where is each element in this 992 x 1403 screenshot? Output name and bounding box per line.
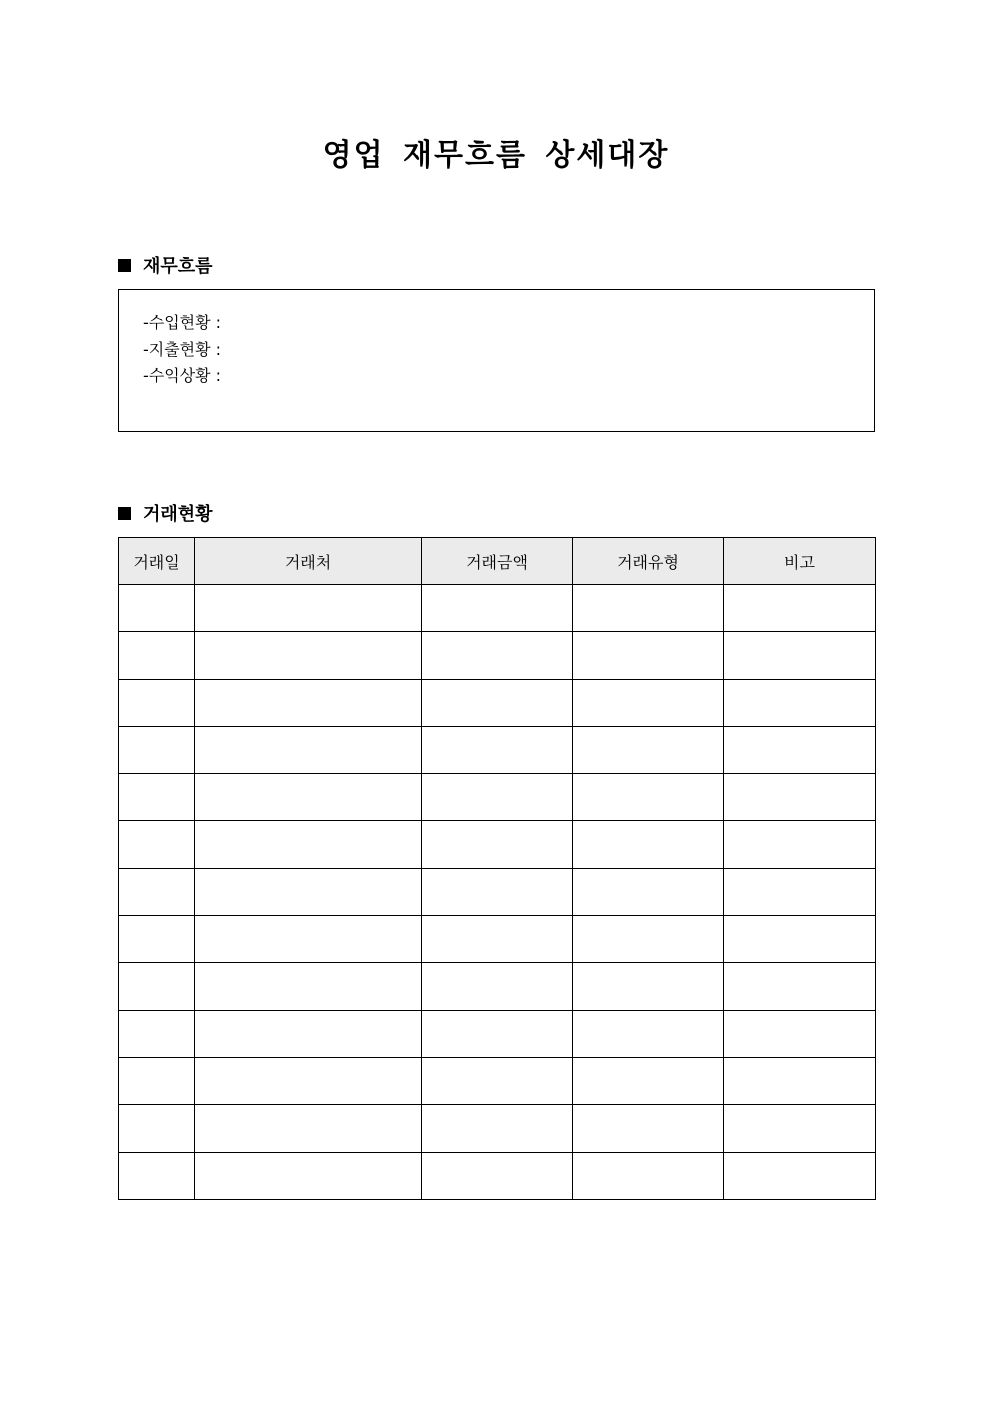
cell-type[interactable] <box>573 726 724 773</box>
cell-remarks[interactable] <box>724 1105 876 1152</box>
table-row <box>119 774 876 821</box>
cell-partner[interactable] <box>195 1152 422 1199</box>
cell-partner[interactable] <box>195 963 422 1010</box>
transactions-table-body <box>119 585 876 1200</box>
cell-amount[interactable] <box>422 821 573 868</box>
cell-amount[interactable] <box>422 1105 573 1152</box>
column-header-date: 거래일 <box>119 538 195 585</box>
finance-flow-heading <box>118 253 213 277</box>
profit-status-line: -수익상황 : <box>143 366 222 385</box>
table-row <box>119 632 876 679</box>
cell-type[interactable] <box>573 679 724 726</box>
cell-remarks[interactable] <box>724 1057 876 1104</box>
cell-type[interactable] <box>573 1105 724 1152</box>
table-row <box>119 1105 876 1152</box>
income-status-line: -수입현황 : <box>143 313 222 332</box>
page-title: 영업 재무흐름 상세대장 <box>322 138 670 173</box>
cell-partner[interactable] <box>195 916 422 963</box>
cell-amount[interactable] <box>422 585 573 632</box>
cell-amount[interactable] <box>422 679 573 726</box>
column-header-type: 거래유형 <box>573 538 724 585</box>
cell-amount[interactable] <box>422 774 573 821</box>
cell-remarks[interactable] <box>724 868 876 915</box>
table-row <box>119 868 876 915</box>
cell-type[interactable] <box>573 632 724 679</box>
cell-date[interactable] <box>119 1152 195 1199</box>
cell-type[interactable] <box>573 916 724 963</box>
transactions-heading <box>118 501 213 525</box>
table-row <box>119 679 876 726</box>
cell-partner[interactable] <box>195 868 422 915</box>
transactions-table <box>118 537 876 1200</box>
cell-partner[interactable] <box>195 1057 422 1104</box>
table-row <box>119 1010 876 1057</box>
cell-date[interactable] <box>119 916 195 963</box>
cell-remarks[interactable] <box>724 916 876 963</box>
table-row <box>119 916 876 963</box>
cell-date[interactable] <box>119 1010 195 1057</box>
transactions-heading-label: 거래현황 <box>143 504 213 525</box>
cell-partner[interactable] <box>195 585 422 632</box>
cell-date[interactable] <box>119 1105 195 1152</box>
cell-partner[interactable] <box>195 821 422 868</box>
cell-remarks[interactable] <box>724 632 876 679</box>
cell-type[interactable] <box>573 821 724 868</box>
cell-amount[interactable] <box>422 1057 573 1104</box>
finance-flow-box <box>118 289 875 432</box>
cell-date[interactable] <box>119 726 195 773</box>
cell-type[interactable] <box>573 585 724 632</box>
finance-flow-heading-label: 재무흐름 <box>143 256 213 277</box>
cell-type[interactable] <box>573 1010 724 1057</box>
cell-type[interactable] <box>573 963 724 1010</box>
table-row <box>119 821 876 868</box>
column-header-amount: 거래금액 <box>422 538 573 585</box>
cell-amount[interactable] <box>422 868 573 915</box>
square-bullet-icon <box>118 507 131 520</box>
cell-remarks[interactable] <box>724 774 876 821</box>
cell-remarks[interactable] <box>724 963 876 1010</box>
finance-flow-lines <box>143 310 221 390</box>
table-row <box>119 585 876 632</box>
cell-remarks[interactable] <box>724 679 876 726</box>
cell-date[interactable] <box>119 585 195 632</box>
square-bullet-icon <box>118 259 131 272</box>
cell-date[interactable] <box>119 821 195 868</box>
cell-amount[interactable] <box>422 1152 573 1199</box>
table-row <box>119 1152 876 1199</box>
cell-date[interactable] <box>119 679 195 726</box>
table-header-row <box>119 538 876 585</box>
cell-date[interactable] <box>119 1057 195 1104</box>
expense-status-line: -지출현황 : <box>143 339 222 359</box>
cell-partner[interactable] <box>195 632 422 679</box>
cell-date[interactable] <box>119 868 195 915</box>
cell-amount[interactable] <box>422 1010 573 1057</box>
table-row <box>119 963 876 1010</box>
table-row <box>119 726 876 773</box>
cell-partner[interactable] <box>195 774 422 821</box>
cell-remarks[interactable] <box>724 585 876 632</box>
cell-partner[interactable] <box>195 1105 422 1152</box>
table-row <box>119 1057 876 1104</box>
cell-remarks[interactable] <box>724 1152 876 1199</box>
cell-amount[interactable] <box>422 632 573 679</box>
column-header-remarks: 비고 <box>724 538 876 585</box>
cell-partner[interactable] <box>195 726 422 773</box>
cell-type[interactable] <box>573 868 724 915</box>
cell-partner[interactable] <box>195 1010 422 1057</box>
cell-type[interactable] <box>573 774 724 821</box>
cell-type[interactable] <box>573 1057 724 1104</box>
cell-amount[interactable] <box>422 916 573 963</box>
cell-type[interactable] <box>573 1152 724 1199</box>
cell-remarks[interactable] <box>724 1010 876 1057</box>
cell-amount[interactable] <box>422 963 573 1010</box>
cell-partner[interactable] <box>195 679 422 726</box>
cell-date[interactable] <box>119 632 195 679</box>
cell-remarks[interactable] <box>724 821 876 868</box>
column-header-partner: 거래처 <box>195 538 422 585</box>
cell-date[interactable] <box>119 963 195 1010</box>
cell-date[interactable] <box>119 774 195 821</box>
cell-remarks[interactable] <box>724 726 876 773</box>
cell-amount[interactable] <box>422 726 573 773</box>
